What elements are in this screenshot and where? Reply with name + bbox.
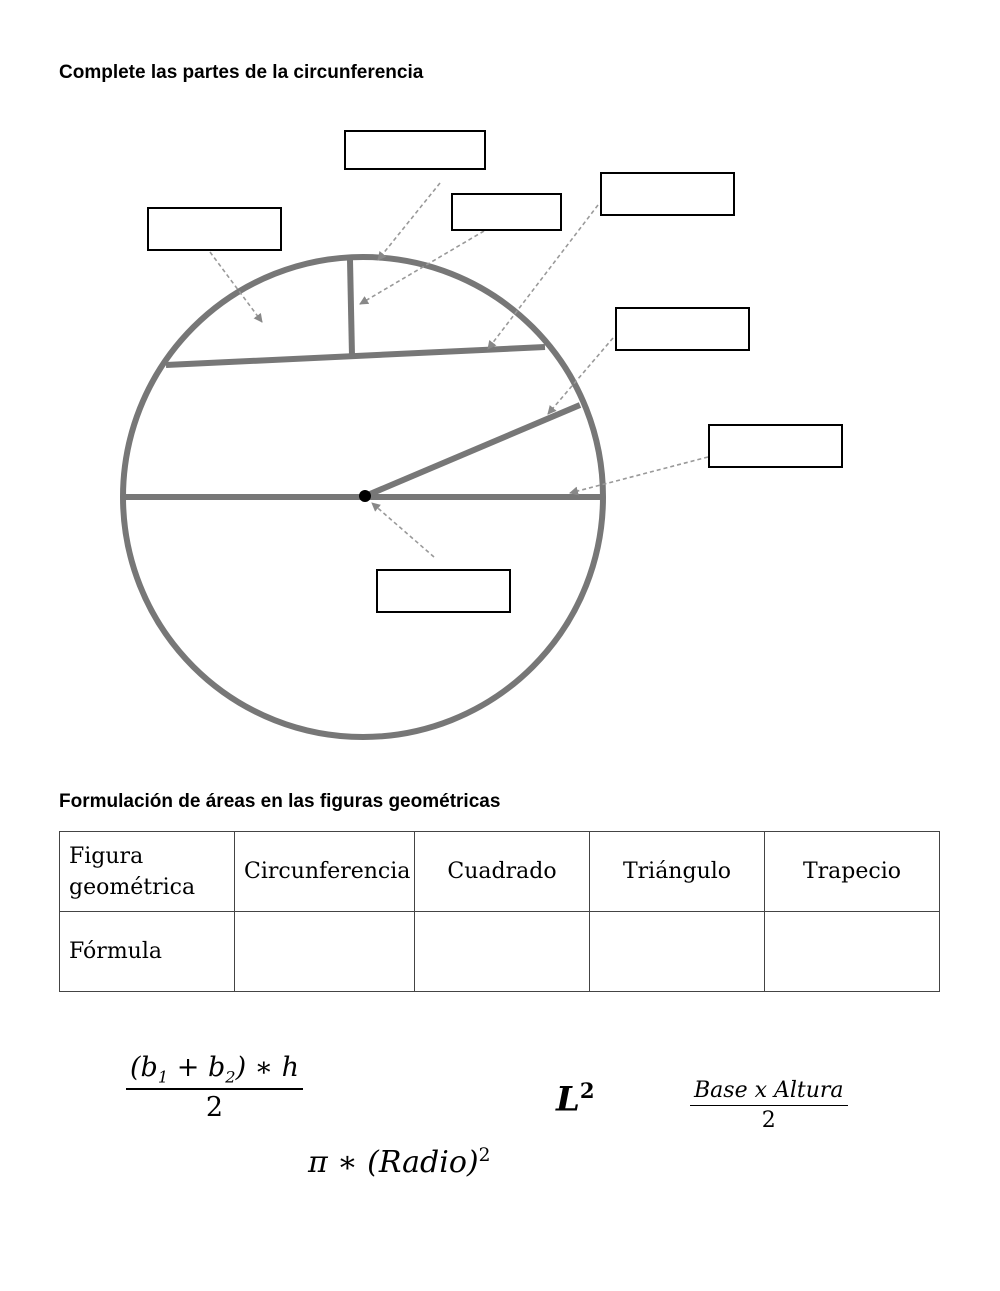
formula-trapecio-den: 2: [205, 1092, 224, 1124]
formula-trapecio-b1: b: [140, 1052, 158, 1083]
row-label-figura-line1: Figura: [69, 843, 144, 869]
row-label-figura-line2: geométrica: [69, 874, 196, 900]
areas-table: [59, 831, 940, 992]
answer-box-left[interactable]: [147, 207, 282, 251]
table-formula-row: [60, 912, 940, 992]
answer-box-center[interactable]: [376, 569, 511, 613]
formula-triangulo-den: 2: [761, 1108, 776, 1133]
formula-cuadrado-exp: 2: [579, 1078, 595, 1103]
pointer-arrow-sagitta: [360, 231, 484, 304]
section-title-parts: Complete las partes de la circunferencia: [59, 62, 424, 83]
formula-cuadrado-base: L: [556, 1079, 580, 1120]
formula-trapecio-sub2: 2: [225, 1067, 236, 1087]
formula-circulo[interactable]: π ∗ (Radio)$^2$: [308, 1145, 491, 1180]
radius-line: [363, 405, 580, 497]
section-title-areas: Formulación de áreas en las figuras geométricas: [59, 791, 501, 812]
col-header-cuadrado: Cuadrado: [415, 832, 590, 912]
chord-line: [166, 347, 545, 365]
formula-trapecio[interactable]: $\frac{(b_1 + b_2) ∗ h}{2}$: [126, 1052, 303, 1123]
pointer-arrow-arc: [378, 183, 440, 260]
answer-box-top-center[interactable]: [344, 130, 486, 170]
formula-circulo-var: Radio: [378, 1145, 467, 1180]
formula-trapecio-sub1: 1: [157, 1067, 169, 1087]
answer-box-right-top[interactable]: [600, 172, 735, 216]
formula-cell-cuadrado[interactable]: [415, 912, 590, 992]
row-label-figura: [60, 832, 235, 912]
formula-circulo-pi: π: [308, 1145, 328, 1180]
pointer-arrow-diameter: [570, 457, 708, 493]
formula-cell-trapecio[interactable]: [765, 912, 940, 992]
answer-box-right-middle[interactable]: [615, 307, 750, 351]
center-point: [359, 490, 371, 502]
formula-cell-triangulo[interactable]: [590, 912, 765, 992]
formula-circulo-exp: 2: [478, 1145, 491, 1166]
col-header-triangulo: Triángulo: [590, 832, 765, 912]
sagitta-line: [350, 260, 352, 356]
pointer-arrow-segment: [210, 252, 262, 322]
answer-box-mid-top[interactable]: [451, 193, 562, 231]
formula-cell-circunferencia[interactable]: [235, 912, 415, 992]
formula-triangulo-num: Base x Altura: [690, 1078, 848, 1106]
formula-cuadrado[interactable]: [556, 1078, 595, 1119]
row-label-formula: Fórmula: [60, 912, 235, 992]
formula-trapecio-h: h: [281, 1052, 300, 1083]
answer-box-right-lower[interactable]: [708, 424, 843, 468]
formula-trapecio-b2: b: [207, 1052, 226, 1083]
pointer-arrow-center: [372, 503, 434, 557]
col-header-circunferencia: Circunferencia: [235, 832, 415, 912]
table-header-row: [60, 832, 940, 912]
formula-triangulo[interactable]: [690, 1078, 848, 1133]
col-header-trapecio: Trapecio: [765, 832, 940, 912]
